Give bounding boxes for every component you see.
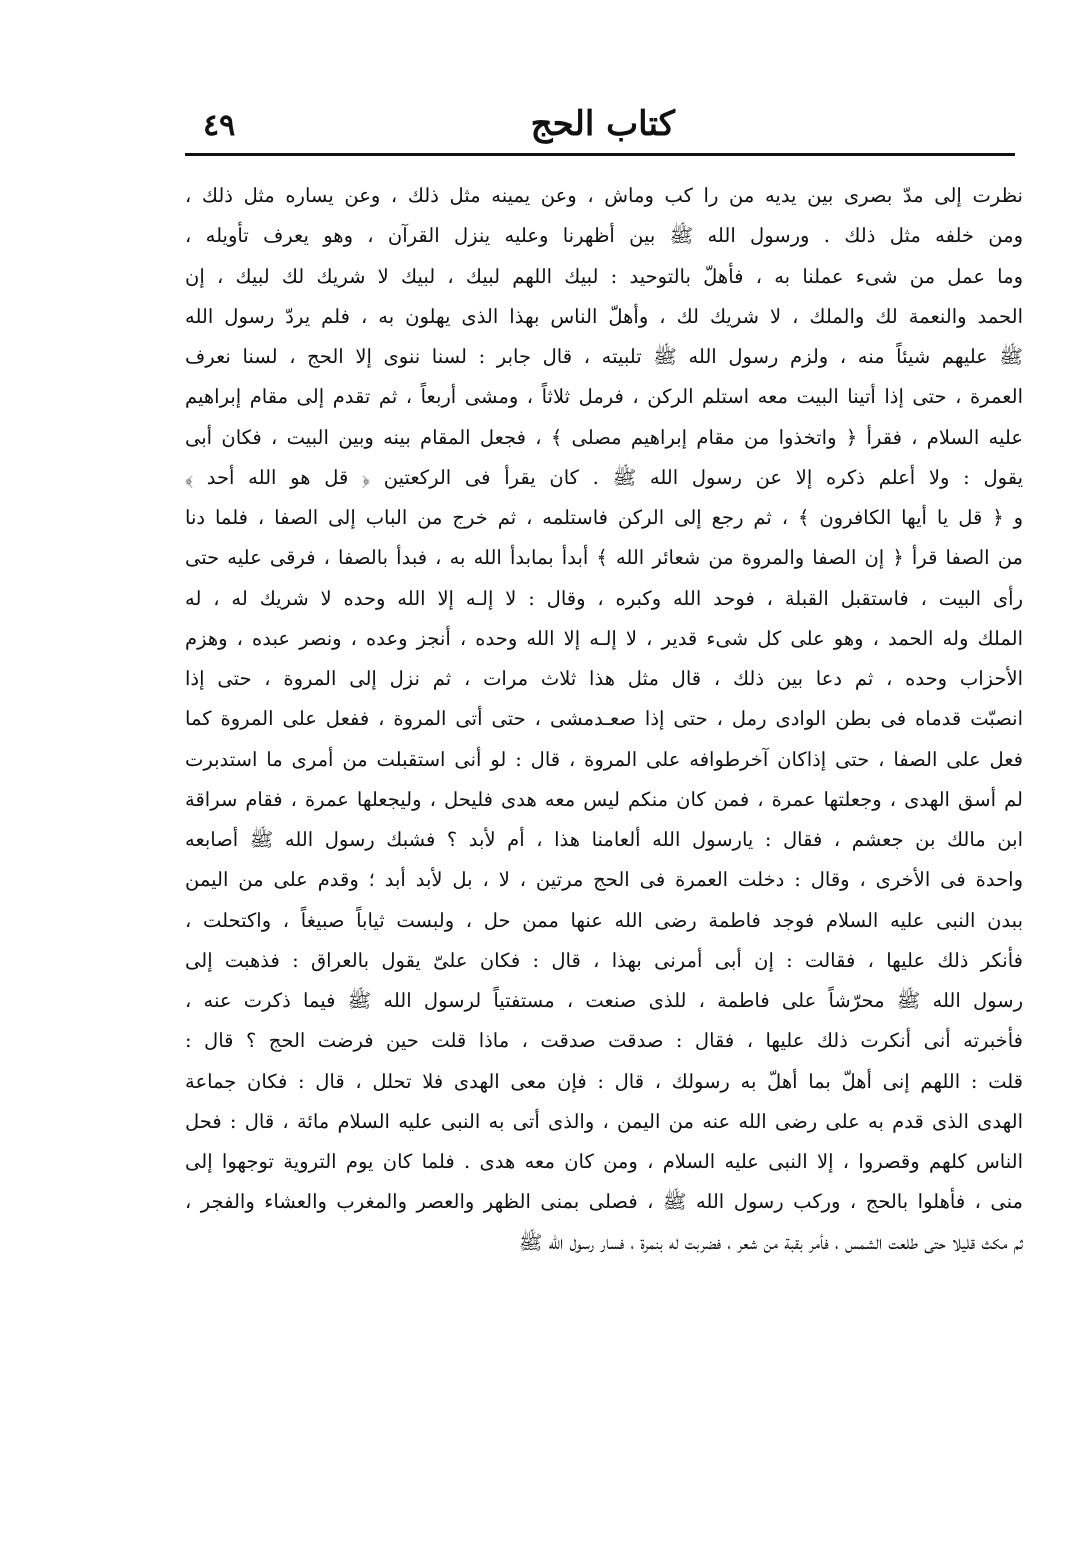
text-line: ببدن النبى عليه السلام فوجد فاطمة رضى الله عنها ممن حل ، ولبست ثياباً صبيغاً ، واكتحلت ، <box>185 908 1023 932</box>
text-line: ومن خلفه مثل ذلك . ورسول الله ﷺ بين أظهرنا وعليه ينزل القرآن ، وهو يعرف تأويله ، <box>185 224 1023 248</box>
text-line: واحدة فى الأخرى ، وقال : دخلت العمرة فى الحج مرتين ، لا ، بل لأبد أبد ؛ وقدم على من اليمن <box>185 868 1023 892</box>
header-rule <box>185 153 1015 156</box>
page-number: ٤٩ <box>203 108 236 143</box>
text-line: و ﴿ قل يا أيها الكافرون ﴾ ، ثم رجع إلى الركن فاستلمه ، ثم خرج من الباب إلى الصفا ، فلما دنا <box>185 506 1023 529</box>
text-line: قلت : اللهم إنى أهلّ بما أهلّ به رسولك ، قال : فإن معى الهدى فلا تحلل ، قال : فكان جماعة <box>185 1069 1023 1093</box>
text-line: فأنكر ذلك عليها ، فقالت : إن أبى أمرنى بهذا ، قال : فكان علىّ يقول بالعراق : فذهبت إلى <box>185 948 1023 972</box>
text-line: رسول الله ﷺ محرّشاً على فاطمة ، للذى صنعت ، مستفتياً لرسول الله ﷺ فيما ذكرت عنه ، <box>185 989 1023 1012</box>
text-line: ثم مكث قليلا حتى طلعت الشمس ، فأمر بقبة من شعر ، فضربت له بنمرة ، فسار رسول الله ﷺ <box>518 1230 1023 1254</box>
text-line: يقول : ولا أعلم ذكره إلا عن رسول الله ﷺ . كان يقرأ فى الركعتين ﴿ قل هو الله أحد ﴾ <box>185 465 1023 489</box>
text-line: الناس كلهم وقصروا ، إلا النبى عليه السلام ، ومن كان معه هدى . فلما كان يوم التروية توجهوا إلى <box>185 1150 1023 1173</box>
text-line: وما عمل من شىء عملنا به ، فأهلّ بالتوحيد : لبيك اللهم لبيك ، لبيك لا شريك لك لبيك ، إن <box>185 264 1023 288</box>
text-line: فعل على الصفا ، حتى إذاكان آخرطوافه على المروة ، قال : لو أنى استقبلت من أمرى ما استدبرت <box>185 747 1023 771</box>
text-line: الملك وله الحمد ، وهو على كل شىء قدير ، لا إلـه إلا الله وحده ، أنجز وعده ، ونصر عبده ، وهزم <box>185 626 1023 650</box>
text-line: رأى البيت ، فاستقبل القبلة ، فوحد الله وكبره ، وقال : لا إلـه إلا الله وحده لا شريك له ، له <box>185 586 1023 610</box>
text-line: ﷺ عليهم شيئاً منه ، ولزم رسول الله ﷺ تلبيته ، قال جابر : لسنا ننوى إلا الحج ، لسنا نعرف <box>185 345 1023 368</box>
text-line: نظرت إلى مدّ بصرى بين يديه من را كب وماش ، وعن يمينه مثل ذلك ، وعن يساره مثل ذلك ، <box>185 184 1023 207</box>
body-text <box>185 176 1023 1263</box>
text-line: فأخبرته أنى أنكرت ذلك عليها ، فقال : صدقت صدقت ، ماذا قلت حين فرضت الحج ؟ قال : <box>185 1029 1023 1053</box>
text-line: لم أسق الهدى ، وجعلتها عمرة ، فمن كان منكم ليس معه هدى فليحل ، وليجعلها عمرة ، فقام سراقة <box>185 787 1023 811</box>
text-line: من الصفا قرأ ﴿ إن الصفا والمروة من شعائر الله ﴾ أبدأ بمابدأ الله به ، فبدأ بالصفا ، فرقى عليه حتى <box>185 546 1023 570</box>
text-line: انصبّت قدماه فى بطن الوادى رمل ، حتى إذا صعـدمشى ، حتى أتى المروة ، ففعل على المروة كما <box>185 707 1023 731</box>
text-line: عليه السلام ، فقرأ ﴿ واتخذوا من مقام إبراهيم مصلى ﴾ ، فجعل المقام بينه وبين البيت ، فكان أبى <box>185 425 1023 449</box>
text-line: ابن مالك بن جعشم ، فقال : يارسول الله ألعامنا هذا ، أم لأبد ؟ فشبك رسول الله ﷺ أصابعه <box>185 828 1023 851</box>
text-line: الحمد والنعمة لك والملك ، لا شريك لك ، وأهلّ الناس بهذا الذى يهلون به ، فلم يردّ رسول الله <box>185 304 1023 328</box>
page-header <box>185 100 1015 152</box>
text-line: الأحزاب وحده ، ثم دعا بين ذلك ، قال مثل هذا ثلاث مرات ، ثم نزل إلى المروة ، حتى إذا <box>185 667 1023 690</box>
text-line: الهدى الذى قدم به على رضى الله عنه من اليمن ، والذى أتى به النبى عليه السلام مائة ، قال : فحل <box>185 1109 1023 1133</box>
running-title: كتاب الحج <box>530 104 675 144</box>
text-line: منى ، فأهلوا بالحج ، وركب رسول الله ﷺ ، فصلى بمنى الظهر والعصر والمغرب والعشاء والفجر ، <box>185 1190 1023 1214</box>
text-line: العمرة ، حتى إذا أتينا البيت معه استلم الركن ، فرمل ثلاثاً ، ومشى أربعاً ، ثم تقدم إلى مقام إبراهيم <box>185 385 1023 409</box>
